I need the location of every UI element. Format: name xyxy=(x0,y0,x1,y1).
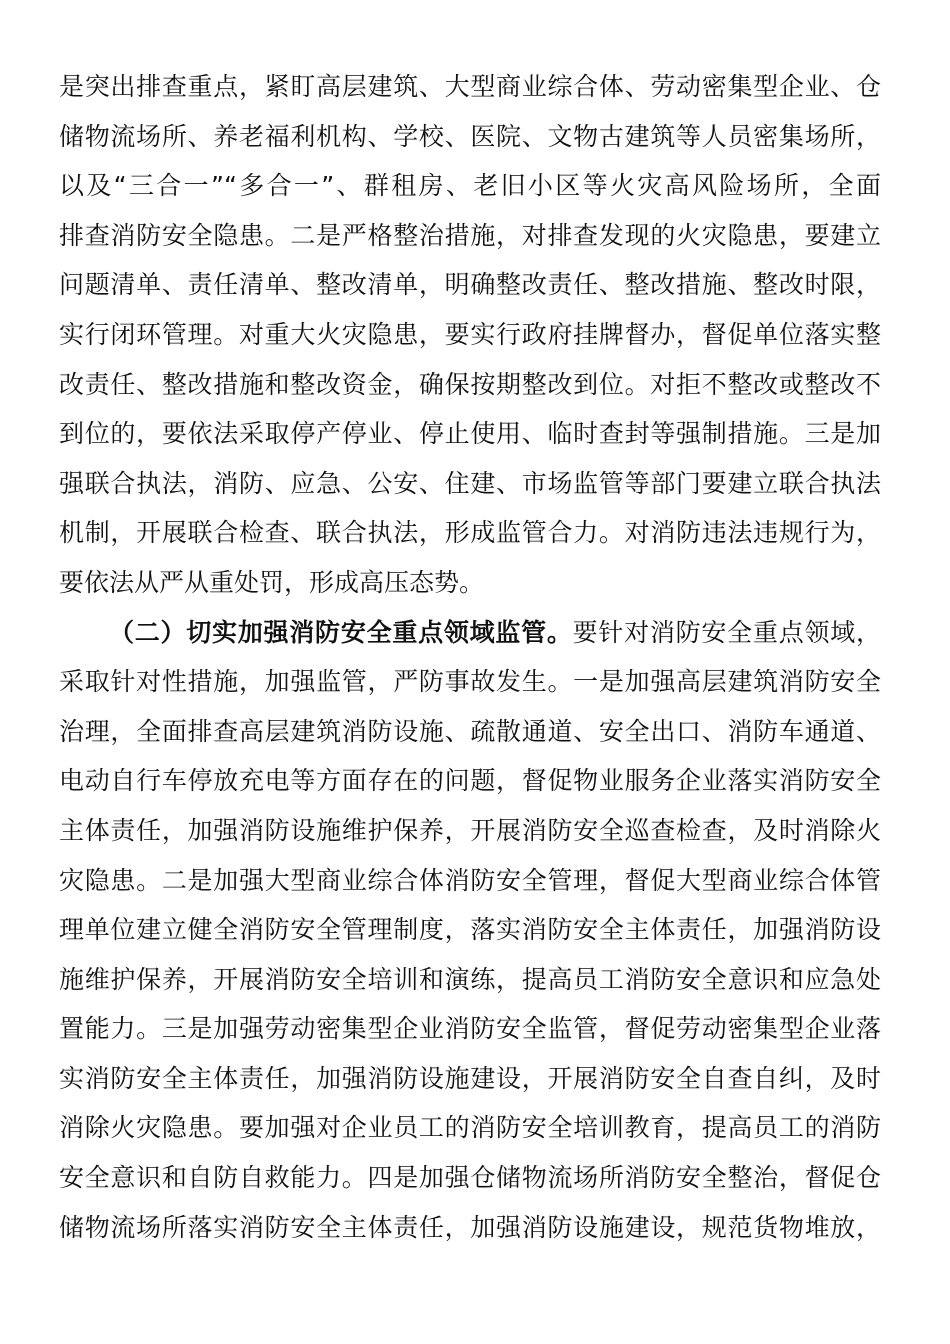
text-line: 主体责任，加强消防设施维护保养，开展消防安全巡查检查，及时消除火 xyxy=(59,815,881,845)
text-line: 施维护保养，开展消防安全培训和演练，提高员工消防安全意识和应急处 xyxy=(59,964,881,994)
text-line: 理单位建立健全消防安全管理制度，落实消防安全主体责任，加强消防设 xyxy=(59,915,881,945)
text-line: 消除火灾隐患。要加强对企业员工的消防安全培训教育，提高员工的消防 xyxy=(59,1113,881,1143)
text-line: 强联合执法，消防、应急、公安、住建、市场监管等部门要建立联合执法 xyxy=(59,468,881,498)
text-line: 改责任、整改措施和整改资金，确保按期整改到位。对拒不整改或整改不 xyxy=(59,369,881,399)
text-line: 实消防安全主体责任，加强消防设施建设，开展消防安全自查自纠，及时 xyxy=(59,1063,881,1093)
heading-line-text: 要针对消防安全重点领域， xyxy=(572,617,881,647)
text-line: 到位的，要依法采取停产停业、停止使用、临时查封等强制措施。三是加 xyxy=(59,419,881,449)
text-line: 是突出排查重点，紧盯高层建筑、大型商业综合体、劳动密集型企业、仓 xyxy=(59,72,881,101)
text-line: 采取针对性措施，加强监管，严防事故发生。一是加强高层建筑消防安全 xyxy=(59,667,881,697)
text-line: 要依法从严从重处罚，形成高压态势。 xyxy=(59,567,485,597)
text-line: 排查消防安全隐患。二是严格整治措施，对排查发现的火灾隐患，要建立 xyxy=(59,220,881,250)
text-line: 实行闭环管理。对重大火灾隐患，要实行政府挂牌督办，督促单位落实整 xyxy=(59,319,881,349)
text-line: 电动自行车停放充电等方面存在的问题，督促物业服务企业落实消防安全 xyxy=(59,766,881,796)
section-heading: （二）切实加强消防安全重点领域监管。 xyxy=(109,617,573,647)
text-line: 治理，全面排查高层建筑消防设施、疏散通道、安全出口、消防车通道、 xyxy=(59,716,881,746)
text-line: 以及“三合一”“多合一”、群租房、老旧小区等火灾高风险场所，全面 xyxy=(59,171,881,201)
text-line: 机制，开展联合检查、联合执法，形成监管合力。对消防违法违规行为， xyxy=(59,518,881,548)
text-line: 灾隐患。二是加强大型商业综合体消防安全管理，督促大型商业综合体管 xyxy=(59,865,881,895)
text-line: 安全意识和自防自救能力。四是加强仓储物流场所消防安全整治，督促仓 xyxy=(59,1163,881,1193)
text-line: 问题清单、责任清单、整改清单，明确整改责任、整改措施、整改时限， xyxy=(59,270,881,300)
document-page xyxy=(59,62,881,1252)
text-line: 储物流场所落实消防安全主体责任，加强消防设施建设，规范货物堆放， xyxy=(59,1212,881,1242)
text-line: 置能力。三是加强劳动密集型企业消防安全监管，督促劳动密集型企业落 xyxy=(59,1014,881,1044)
paragraph-2 xyxy=(59,608,881,1253)
paragraph-1 xyxy=(59,62,881,608)
paragraph-first-line xyxy=(59,608,881,658)
text-line: 储物流场所、养老福利机构、学校、医院、文物古建筑等人员密集场所， xyxy=(59,121,881,151)
